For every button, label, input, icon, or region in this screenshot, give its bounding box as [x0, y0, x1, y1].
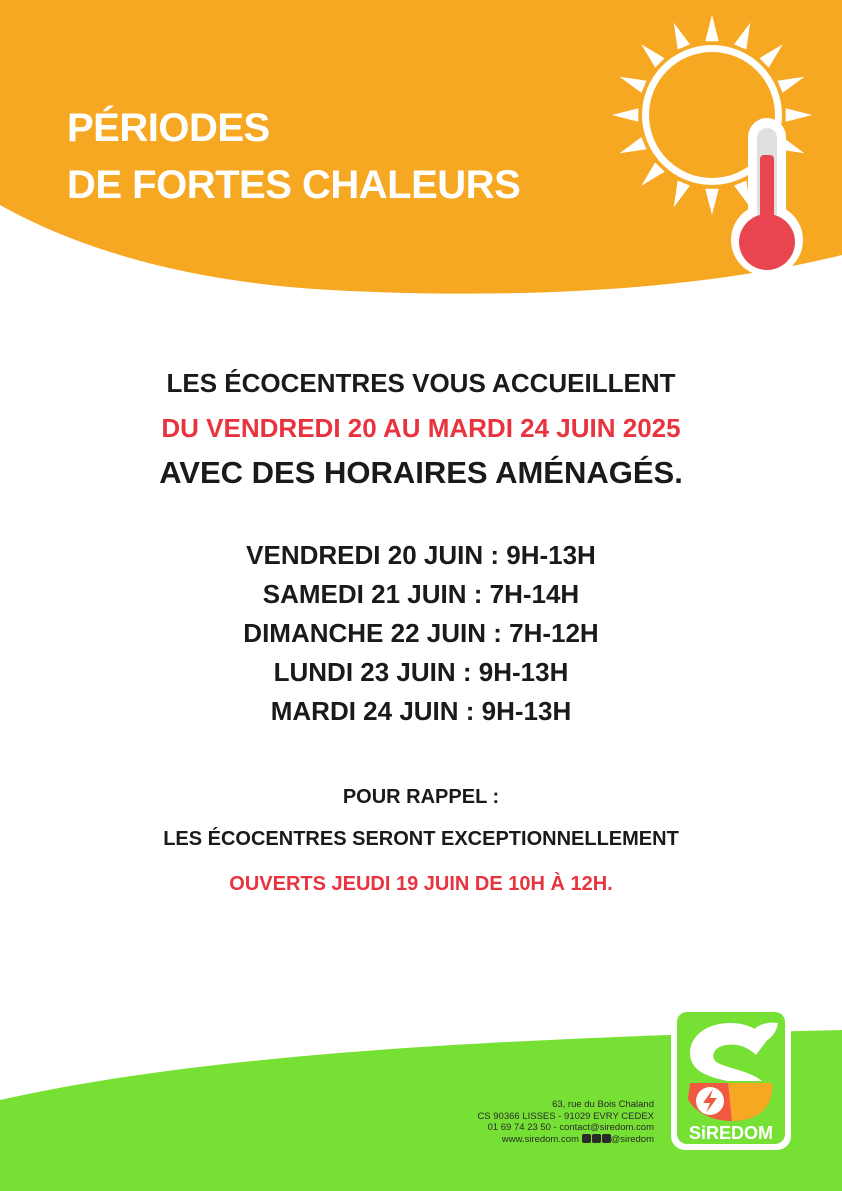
schedule-item: DIMANCHE 22 JUIN : 7H-12H: [243, 618, 599, 648]
reminder-opening: OUVERTS JEUDI 19 JUIN DE 10H À 12H.: [229, 873, 613, 895]
schedule-item: MARDI 24 JUIN : 9H-13H: [270, 696, 572, 726]
schedule-list: [0, 536, 842, 731]
facebook-icon[interactable]: [582, 1134, 591, 1143]
linkedin-icon[interactable]: [602, 1134, 611, 1143]
website-link[interactable]: www.siredom.com: [501, 1133, 579, 1145]
social-icons: [582, 1134, 611, 1143]
page-title: [67, 100, 520, 214]
social-handle: @siredom: [610, 1133, 654, 1145]
reminder-text: LES ÉCOCENTRES SERONT EXCEPTIONNELLEMENT: [163, 828, 679, 850]
address-line-1: 63, rue du Bois Chaland: [552, 1099, 654, 1110]
intro-dates: DU VENDREDI 20 AU MARDI 24 JUIN 2025: [161, 413, 681, 443]
title-line-2: DE FORTES CHALEURS: [67, 163, 521, 207]
title-line-1: PÉRIODES: [67, 106, 270, 150]
intro-line-1: LES ÉCOCENTRES VOUS ACCUEILLENT: [166, 368, 676, 398]
schedule-item: LUNDI 23 JUIN : 9H-13H: [273, 657, 569, 687]
logo-text: SiREDOM: [688, 1123, 774, 1143]
schedule-item: VENDREDI 20 JUIN : 9H-13H: [246, 540, 596, 570]
reminder-title: POUR RAPPEL :: [342, 786, 500, 808]
address-line-2: CS 90366 LISSES - 91029 EVRY CEDEX: [477, 1110, 654, 1122]
web-line: [477, 1134, 654, 1146]
footer-address: [477, 1099, 654, 1145]
instagram-icon[interactable]: [592, 1134, 601, 1143]
siredom-logo: [670, 1005, 792, 1151]
contact-line: 01 69 74 23 50 - contact@siredom.com: [487, 1122, 654, 1133]
schedule-item: SAMEDI 21 JUIN : 7H-14H: [262, 579, 580, 609]
intro-line-3: AVEC DES HORAIRES AMÉNAGÉS.: [159, 455, 683, 490]
